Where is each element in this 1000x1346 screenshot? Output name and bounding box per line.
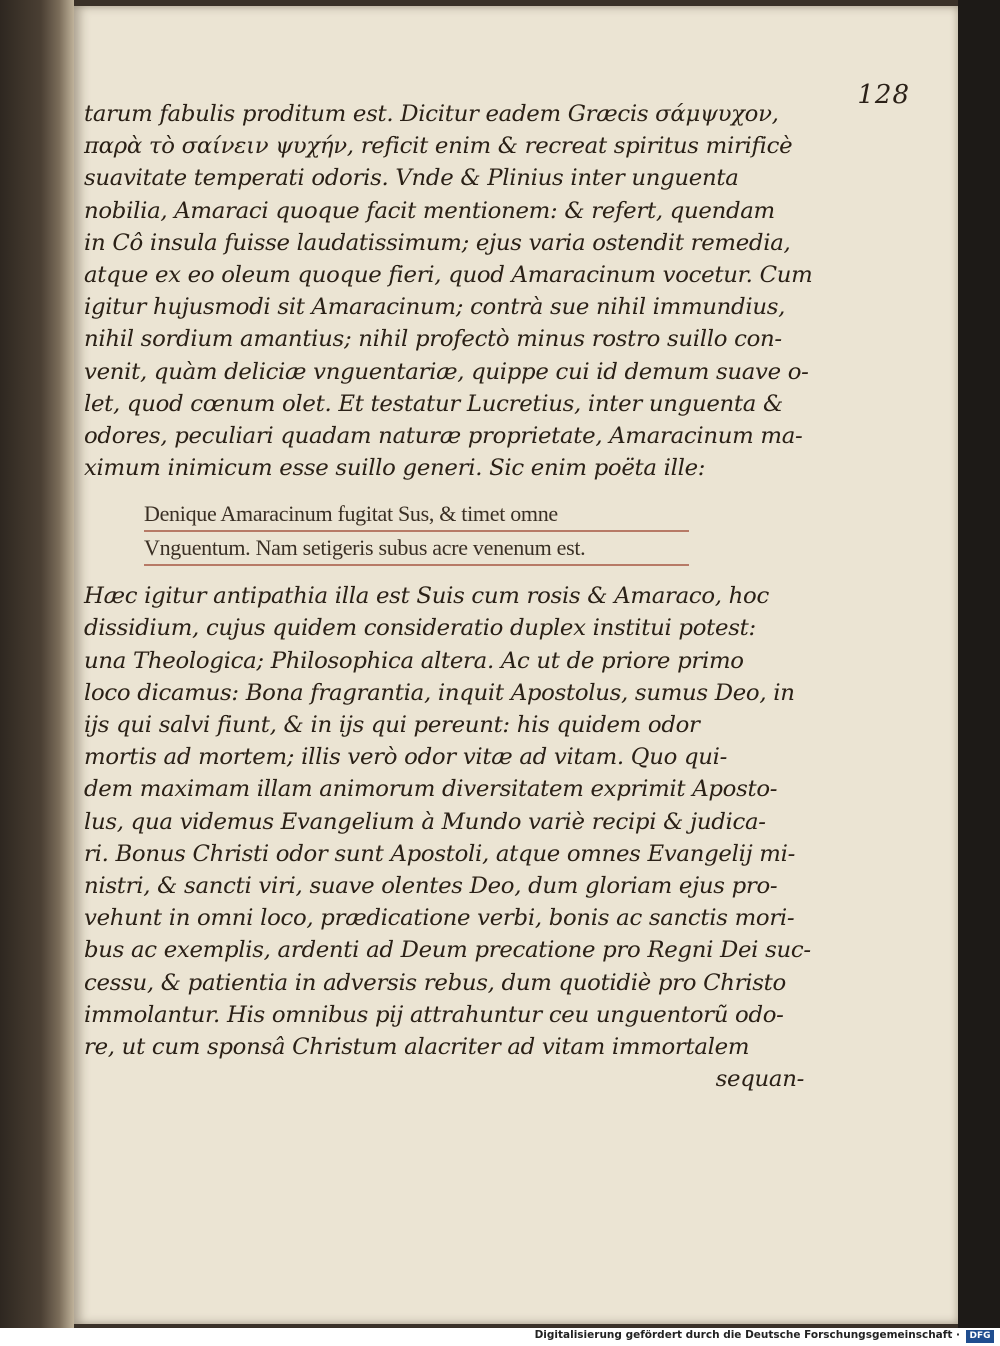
text-line: una Theologica; Philosophica altera. Ac ut de priore primo <box>84 647 744 674</box>
verse-quotation <box>84 498 804 566</box>
text-line: atque ex eo oleum quoque fieri, quod Amaracinum vocetur. Cum <box>84 261 813 288</box>
text-line: dem maximam illam animorum diversitatem exprimit Aposto- <box>84 776 778 803</box>
text-line: suavitate temperati odoris. Vnde & Plinius inter unguenta <box>84 165 739 192</box>
text-line: dissidium, cujus quidem consideratio duplex institui potest: <box>84 615 756 642</box>
text-line: Hæc igitur antipathia illa est Suis cum rosis & Amaraco, hoc <box>84 583 769 610</box>
book-gutter <box>0 0 74 1328</box>
text-line: ijs qui salvi fiunt, & in ijs qui pereunt: his quidem odor <box>84 712 700 738</box>
text-line: venit, quàm deliciæ vnguentariæ, quippe cui id demum suave o- <box>84 358 809 385</box>
text-line: tarum fabulis proditum est. Dicitur eadem Græcis σάμψυχον, <box>84 101 779 127</box>
text-line: re, ut cum sponsâ Christum alacriter ad vitam immortalem <box>84 1033 750 1060</box>
quote-line: Denique Amaracinum fugitat Sus, & timet omne <box>144 498 689 532</box>
book-page <box>74 6 958 1324</box>
text-line: odores, peculiari quadam naturæ proprietate, Amaracinum ma- <box>84 422 803 449</box>
text-line: vehunt in omni loco, prædicatione verbi, bonis ac sanctis mori- <box>84 905 795 932</box>
text-line: ximum inimicum esse suillo generi. Sic enim poëta ille: <box>84 455 706 482</box>
text-line: igitur hujusmodi sit Amaracinum; contrà sue nihil immundius, <box>84 294 786 321</box>
text-line: lus, qua videmus Evangelium à Mundo variè recipi & judica- <box>84 808 766 835</box>
dfg-logo: DFG <box>966 1330 994 1343</box>
text-line: nobilia, Amaraci quoque facit mentionem: & refert, quendam <box>84 197 775 224</box>
page-text <box>84 98 813 1095</box>
text-line: nistri, & sancti viri, suave olentes Deo, dum gloriam ejus pro- <box>84 872 778 899</box>
catchword: sequan- <box>715 1066 804 1093</box>
text-line: let, quod cœnum olet. Et testatur Lucretius, inter unguenta & <box>84 390 783 417</box>
text-line: cessu, & patientia in adversis rebus, dum quotidiè pro Christo <box>84 969 786 996</box>
scan-background-right <box>958 0 1000 1328</box>
quote-line: Vnguentum. Nam setigeris subus acre venenum est. <box>144 532 689 566</box>
page-number: 128 <box>857 80 910 110</box>
spacer <box>84 484 804 498</box>
text-line: in Cô insula fuisse laudatissimum; ejus varia ostendit remedia, <box>84 229 791 256</box>
text-line: ri. Bonus Christi odor sunt Apostoli, atque omnes Evangelij mi- <box>84 840 795 867</box>
text-line: mortis ad mortem; illis verò odor vitæ ad vitam. Quo qui- <box>84 744 728 771</box>
text-line: nihil sordium amantius; nihil profectò minus rostro suillo con- <box>84 326 782 353</box>
text-line: bus ac exemplis, ardenti ad Deum precatione pro Regni Dei suc- <box>84 937 811 964</box>
funding-credit: Digitalisierung gefördert durch die Deutsche Forschungsgemeinschaft · <box>534 1329 960 1341</box>
text-line: immolantur. His omnibus pij attrahuntur ceu unguentorũ odo- <box>84 1001 784 1028</box>
spacer <box>84 566 804 580</box>
text-line: loco dicamus: Bona fragrantia, inquit Apostolus, sumus Deo, in <box>84 679 795 706</box>
text-line: παρὰ τὸ σαίνειν ψυχήν, reficit enim & recreat spiritus mirificè <box>84 133 793 160</box>
